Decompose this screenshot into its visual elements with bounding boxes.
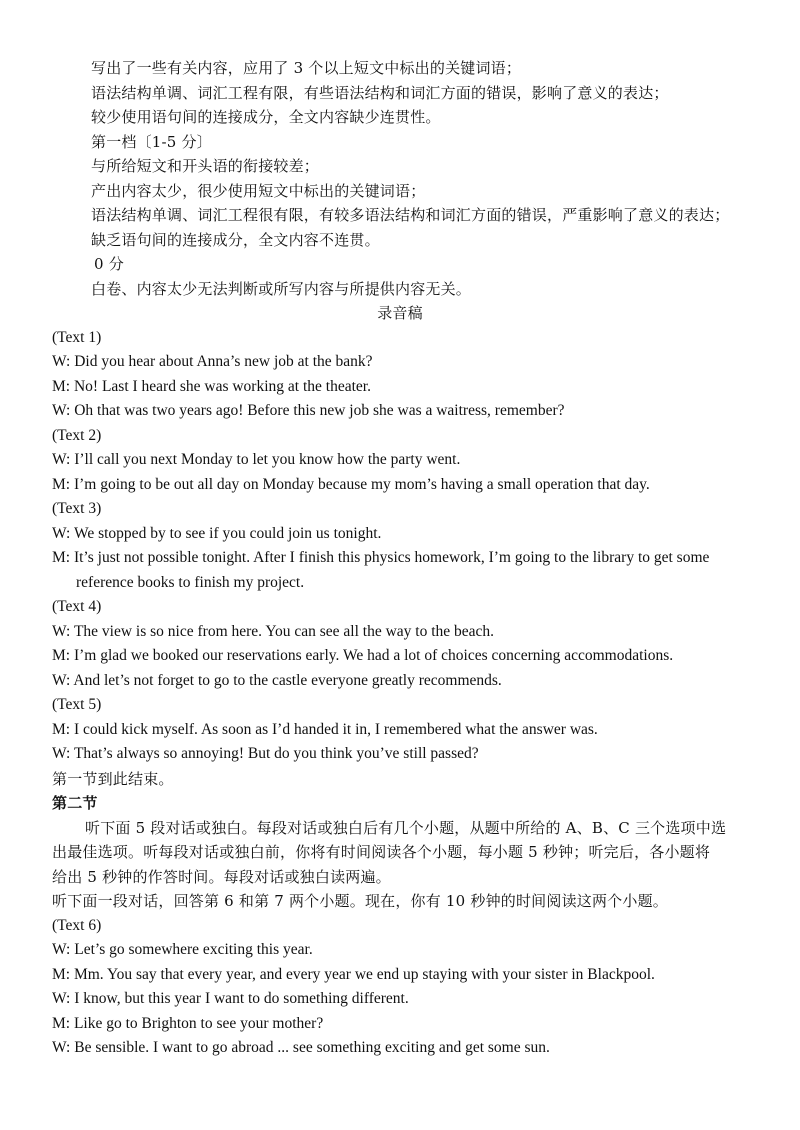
rubric-grade-heading: 0 分: [94, 255, 124, 273]
dialogue-line-continuation: reference books to finish my project.: [76, 573, 305, 591]
transcript-text-1: [0, 326, 800, 424]
dialogue-line: W: That’s always so annoying! But do you think you’ve still passed?: [52, 745, 479, 762]
section-heading: 第二节: [52, 794, 98, 812]
rubric-line: 写出了一些有关内容，应用了 3 个以上短文中标出的关键词语；: [91, 59, 522, 77]
dialogue-line: W: And let’s not forget to go to the castle everyone greatly recommends.: [52, 671, 502, 689]
section-end-note: 第一节到此结束。: [52, 769, 174, 788]
rubric-line: 产出内容太少，很少使用短文中标出的关键词语；: [91, 181, 426, 200]
dialogue-line: M: Like go to Brighton to see your mother?: [52, 1014, 324, 1032]
transcript-text-6: [0, 914, 800, 1061]
transcript-text-4: [0, 595, 800, 693]
rubric-line: 白卷、内容太少无法判断或所写内容与所提供内容无关。: [91, 279, 472, 298]
dialogue-line: M: I’m going to be out all day on Monday because my mom’s having a small operation that day.: [52, 475, 650, 493]
text-label: (Text 2): [52, 426, 102, 444]
text-label: (Text 6): [52, 916, 102, 934]
dialogue-line: W: Oh that was two years ago! Before this new job she was a waitress, remember?: [52, 402, 565, 419]
dialogue-line: W: The view is so nice from here. You can see all the way to the beach.: [52, 622, 495, 640]
text-label: (Text 3): [52, 500, 102, 517]
transcript-text-3: [0, 497, 800, 595]
dialogue-line: M: Mm. You say that every year, and every year we end up staying with your sister in Blackpool.: [52, 965, 655, 983]
dialogue-line: M: It’s just not possible tonight. After I finish this physics homework, I’m going to the library to get some: [52, 549, 710, 566]
transcript-title: 录音稿: [377, 304, 423, 322]
rubric-line: 较少使用语句间的连接成分，全文内容缺少连贯性。: [91, 108, 441, 126]
instruction-line: 给出 5 秒钟的作答时间。每段对话或独白读两遍。: [52, 867, 391, 886]
dialogue-line: W: Did you hear about Anna’s new job at the bank?: [52, 353, 373, 370]
text-label: (Text 4): [52, 598, 102, 615]
text-label: (Text 5): [52, 696, 102, 713]
rubric-line: 与所给短文和开头语的衔接较差；: [91, 157, 320, 175]
transcript-text-2: [0, 424, 800, 498]
dialogue-line: W: Be sensible. I want to go abroad ... see something exciting and get some sun.: [52, 1039, 550, 1056]
rubric-grade-heading: 第一档〔1-5 分〕: [91, 132, 212, 151]
section-2: [0, 791, 800, 914]
rubric-line: 语法结构单调、词汇工程很有限，有较多语法结构和词汇方面的错误，严重影响了意义的表达；: [91, 206, 730, 224]
dialogue-line: M: No! Last I heard she was working at the theater.: [52, 377, 371, 395]
instruction-line: 听下面一段对话，回答第 6 和第 7 两个小题。现在，你有 10 秒钟的时间阅读这两个小题。: [52, 892, 668, 910]
dialogue-line: W: We stopped by to see if you could join us tonight.: [52, 524, 382, 542]
dialogue-line: W: I’ll call you next Monday to let you know how the party went.: [52, 451, 461, 468]
instruction-line: 出最佳选项。听每段对话或独白前，你将有时间阅读各个小题，每小题 5 秒钟；听完后，各小题将: [52, 843, 711, 861]
rubric-line: 缺乏语句间的连接成分，全文内容不连贯。: [91, 230, 380, 249]
dialogue-line: M: I’m glad we booked our reservations early. We had a lot of choices concerning accommodations.: [52, 647, 674, 664]
dialogue-line: M: I could kick myself. As soon as I’d handed it in, I remembered what the answer was.: [52, 720, 598, 738]
transcript-text-5: [0, 693, 800, 767]
text-label: (Text 1): [52, 328, 102, 346]
dialogue-line: W: I know, but this year I want to do something different.: [52, 990, 409, 1007]
rubric-section: [0, 56, 800, 301]
document-page: [0, 56, 800, 1061]
dialogue-line: W: Let’s go somewhere exciting this year.: [52, 941, 313, 958]
rubric-line: 语法结构单调、词汇工程有限，有些语法结构和词汇方面的错误，影响了意义的表达；: [91, 83, 669, 102]
instruction-line: 听下面 5 段对话或独白。每段对话或独白后有几个小题，从题中所给的 A、B、C 三个选项中选: [85, 818, 727, 837]
